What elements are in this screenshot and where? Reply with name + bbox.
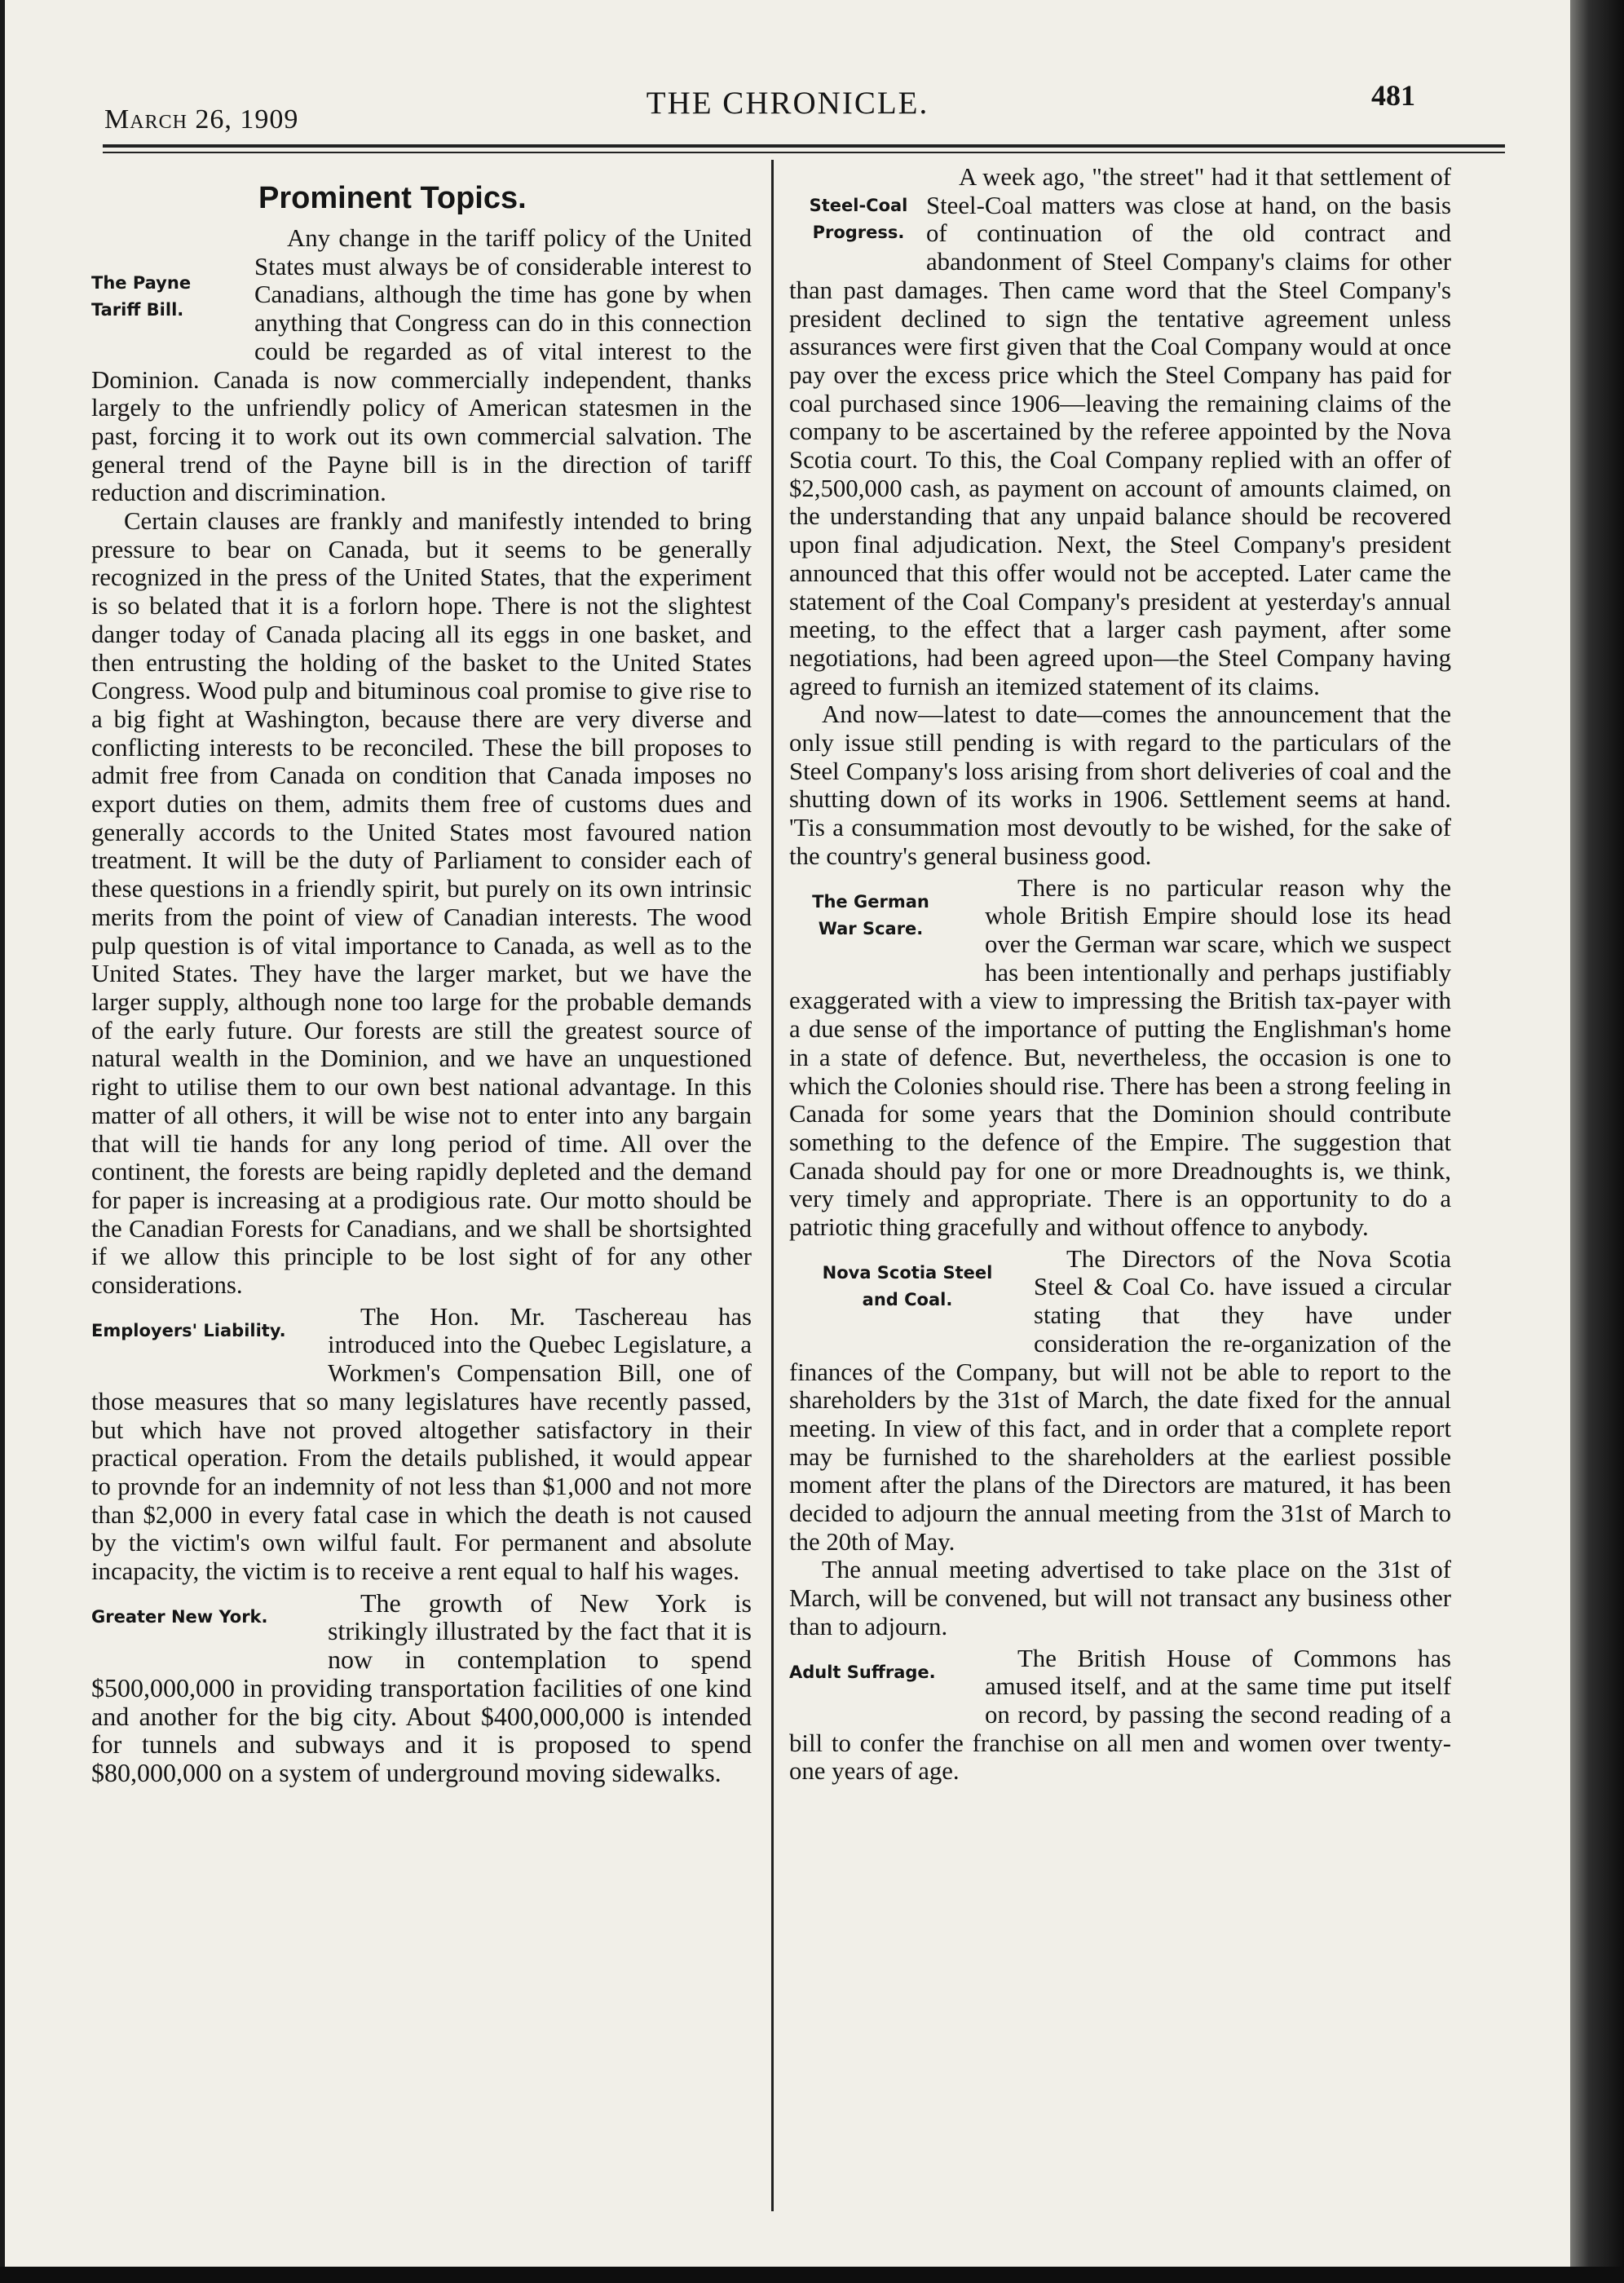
article-steel-coal-progress: [789, 163, 1451, 871]
side-heading-line: The German: [812, 891, 929, 912]
publication-title: THE CHRONICLE.: [646, 86, 929, 121]
header-rule-thin: [103, 152, 1505, 153]
article-payne-tariff-bill: [91, 224, 752, 1300]
left-column: [91, 163, 752, 1787]
side-heading: [789, 192, 928, 246]
side-heading-space: [91, 1303, 328, 1388]
article-paragraph: There is no particular reason why the whole British Empire should lose its head over the German war scare, which we suspect has been intentionally and perhaps justifiably exaggerated with a view to impressing the British tax-payer with a due sense of the importance of putting the Englishman's home in a state of defence. But, nevertheless, the occasion is one to which the Colonies should rise. There has been a strong feeling in Canada for some years that the Dominion should contribute something to the defence of the Empire. The suggestion that Canada should pay for one or more Dreadnoughts is, we think, very timely and appropriate. There is an opportunity to do a patriotic thing gracefully and without offence to anybody.: [789, 873, 1451, 1242]
column-divider: [771, 160, 774, 2211]
side-heading-line: Progress.: [812, 223, 905, 242]
article-greater-new-york: [91, 1589, 752, 1787]
article-employers-liability: [91, 1303, 752, 1586]
header-rule: [103, 144, 1505, 148]
page-number: 481: [1371, 79, 1415, 112]
side-heading-line: The Payne: [91, 273, 192, 293]
side-heading-line: Greater New York.: [91, 1606, 268, 1627]
article-paragraph: The Directors of the Nova Scotia Steel & Coal Co. have issued a circular stating that they have under consideration the re-organization of the finances of the Company, but will not be able to report to the shareholders by the 31st of March, the date fixed for the annual meeting. In view of this fact, and in order that a complete report may be furnished to the shareholders at the earliest possible moment after the plans of the Directors are matured, it has been decided to adjourn the annual meeting from the 31st of March to the 20th of May.: [789, 1244, 1451, 1556]
side-heading-space: [91, 1589, 328, 1674]
side-heading: [91, 1318, 336, 1345]
side-heading-line: Adult Suffrage.: [789, 1662, 936, 1682]
side-heading-line: Steel-Coal: [809, 196, 908, 215]
article-paragraph: Certain clauses are frankly and manifestly intended to bring pressure to bear on Canada, but it seems to be generally recognized in the press of the United States, that the experiment is so belated that it is a forlorn hope. There is not the slightest danger today of Canada placing all its eggs in one basket, and then entrusting the holding of the basket to the United States Congress. Wood pulp and bituminous coal promise to give rise to a big fight at Washington, because there are very diverse and conflicting interests to be reconciled. These the bill proposes to admit free from Canada on condition that Canada imposes no export duties on them, admits them free of customs dues and generally accords to the United States most favoured nation treatment. It will be the duty of Parliament to consider each of these questions in a friendly spirit, but purely on its own intrinsic merits from the point of view of Canadian interests. The wood pulp question is of vital importance to Canada, as well as to the United States. They have the larger market, but we have the larger supply, although none too large for the probable demands of the early future. Our forests are still the greatest source of natural wealth in the Dominion, and we have an unquestioned right to utilise them to our own best national advantage. In this matter of all others, it will be wise not to enter into any bargain that will tie hands for any long period of time. All over the continent, the forests are being rapidly depleted and the demand for paper is increasing at a prodigious rate. Our motto should be the Canadian Forests for Canadians, and we shall be shortsighted if we allow this principle to be lost sight of for any other considerations.: [91, 507, 752, 1300]
side-heading: [789, 1260, 1026, 1314]
side-heading-line: Employers' Liability.: [91, 1320, 286, 1340]
right-column: [789, 163, 1451, 1786]
side-heading: [789, 889, 952, 943]
article-paragraph: Any change in the tariff policy of the United States must always be of considerable interest to Canadians, although the time has gone by when anything that Congress can do in this connection could be regarded as of vital interest to the Dominion. Canada is now commercially independent, thanks largely to the unfriendly policy of American statesmen in the past, forcing it to work out its own commercial salvation. The general trend of the Payne bill is in the direction of tariff reduction and discrimination.: [91, 224, 752, 507]
side-heading: [91, 270, 245, 324]
side-heading-line: Nova Scotia Steel: [822, 1262, 993, 1283]
section-title: Prominent Topics.: [258, 181, 527, 215]
scan-border-bottom: [0, 2267, 1624, 2283]
article-paragraph: The growth of New York is strikingly illustrated by the fact that it is now in contemplation to spend $500,000,000 in providing transportation facilities of one kind and another for the big city. About $400,000,000 is intended for tunnels and subways and it is proposed to spend $80,000,000 on a system of underground moving sidewalks.: [91, 1588, 752, 1787]
side-heading-line: Tariff Bill.: [91, 300, 184, 320]
article-adult-suffrage: [789, 1645, 1451, 1786]
article-paragraph: The British House of Commons has amused itself, and at the same time put itself on record, by passing the second reading of a bill to confer the franchise on all men and women over twenty-one years of age.: [789, 1644, 1451, 1786]
article-paragraph: And now—latest to date—comes the announcement that the only issue still pending is with regard to the particulars of the Steel Company's loss arising from short deliveries of coal and the shutting down of its works in 1906. Settlement seems at hand. 'Tis a consummation most devoutly to be wished, for the sake of the country's general business good.: [789, 700, 1451, 870]
article-paragraph: The Hon. Mr. Taschereau has introduced into the Quebec Legislature, a Workmen's Compensation Bill, one of those measures that so many legislatures have recently passed, but which have not proved altogether satisfactory in their practical operation. From the details published, it would appear to provnde for an indemnity of not less than $1,000 and not more than $2,000 in every fatal case in which the death is not caused by the victim's own wilful fault. For permanent and absolute incapacity, the victim is to receive a rent equal to half his wages.: [91, 1302, 752, 1586]
side-heading: [789, 1659, 1001, 1686]
article-nova-scotia-steel: [789, 1245, 1451, 1641]
side-heading-line: War Scare.: [818, 918, 924, 938]
side-heading-line: and Coal.: [862, 1289, 953, 1309]
article-paragraph: A week ago, "the street" had it that settlement of Steel-Coal matters was close at hand, on the basis of continuation of the old contract and abandonment of Steel Company's claims for other than past damages. Then came word that the Steel Company's president declined to sign the tentative agreement unless assurances were first given that the Coal Company would at once pay over the excess price which the Steel Company has paid for coal purchased since 1906—leaving the remaining claims of the company to be ascertained by the referee appointed by the Nova Scotia court. To this, the Coal Company replied with an offer of $2,500,000 cash, as payment on account of amounts claimed, on the understanding that any unpaid balance should be recovered upon final adjudication. Next, the Steel Company's president announced that this offer would not be accepted. Later came the statement of the Coal Company's president at yesterday's annual meeting, to the effect that a larger cash payment, after some negotiations, had been agreed upon—the Steel Company having agreed to furnish an itemized statement of its claims.: [789, 163, 1451, 700]
newspaper-page: [5, 0, 1570, 2267]
side-heading-space: [789, 1645, 985, 1729]
article-paragraph: The annual meeting advertised to take place on the 31st of March, will be convened, but will not transact any business other than to adjourn.: [789, 1556, 1451, 1640]
article-german-war-scare: [789, 874, 1451, 1242]
scan-border-right: [1570, 0, 1624, 2283]
header-date: March 26, 1909: [104, 104, 299, 135]
side-heading: [91, 1604, 328, 1631]
